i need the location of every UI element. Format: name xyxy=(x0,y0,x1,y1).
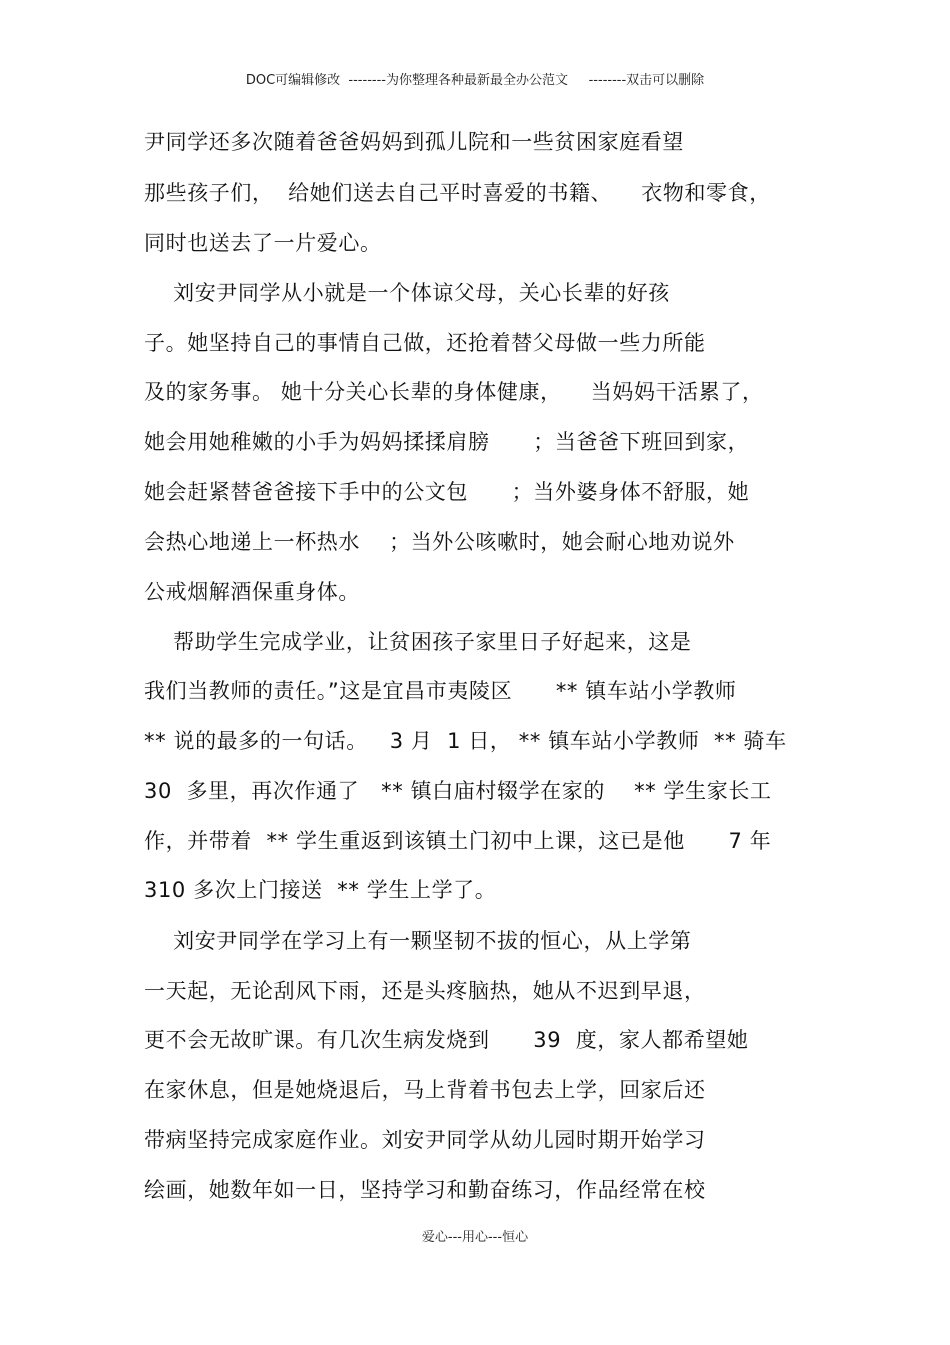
page-header: DOC可编辑修改 --------为你整理各种最新最全办公范文 --------双击可以删除 xyxy=(245,73,705,88)
text-line: 310 多次上门接送 ** 学生上学了。 xyxy=(144,878,497,902)
text-line: 作，并带着 ** 学生重返到该镇土门初中上课，这已是他 7 年 xyxy=(144,829,772,853)
text-line: 绘画，她数年如一日，坚持学习和勤奋练习，作品经常在校 xyxy=(144,1178,706,1202)
text-line: ** 说的最多的一句话。 3 月 1 日， ** 镇车站小学教师 ** 骑车 xyxy=(144,729,787,753)
text-line: 刘安尹同学从小就是一个体谅父母，关心长辈的好孩 xyxy=(144,281,670,305)
text-line: 会热心地递上一杯热水 ；当外公咳嗽时，她会耐心地劝说外 xyxy=(144,530,735,554)
text-line: 帮助学生完成学业，让贫困孩子家里日子好起来，这是 xyxy=(144,630,692,654)
text-line: 她会赶紧替爸爸接下手中的公文包 ；当外婆身体不舒服，她 xyxy=(144,480,750,504)
text-line: 尹同学还多次随着爸爸妈妈到孤儿院和一些贫困家庭看望 xyxy=(144,130,684,154)
text-line: 更不会无故旷课。有几次生病发烧到 39 度，家人都希望她 xyxy=(144,1028,749,1052)
page-footer: 爱心---用心---恒心 xyxy=(421,1230,529,1245)
text-line: 刘安尹同学在学习上有一颗坚韧不拔的恒心，从上学第 xyxy=(144,929,692,953)
text-line: 我们当教师的责任。”这是宜昌市夷陵区 ** 镇车站小学教师 xyxy=(144,679,737,703)
text-line: 那些孩子们， 给她们送去自己平时喜爱的书籍、 衣物和零食， xyxy=(144,181,771,205)
text-line: 在家休息，但是她烧退后，马上背着书包去上学，回家后还 xyxy=(144,1078,706,1102)
text-line: 公戒烟解酒保重身体。 xyxy=(144,580,360,604)
text-line: 30 多里，再次作通了 ** 镇白庙村辍学在家的 ** 学生家长工 xyxy=(144,779,772,803)
text-line: 及的家务事。 她十分关心长辈的身体健康， 当妈妈干活累了， xyxy=(144,380,764,404)
text-line: 同时也送去了一片爱心。 xyxy=(144,231,382,255)
text-line: 一天起，无论刮风下雨，还是头疼脑热，她从不迟到早退， xyxy=(144,979,706,1003)
text-line: 子。她坚持自己的事情自己做，还抢着替父母做一些力所能 xyxy=(144,331,706,355)
text-line: 她会用她稚嫩的小手为妈妈揉揉肩膀 ；当爸爸下班回到家， xyxy=(144,430,750,454)
text-line: 带病坚持完成家庭作业。刘安尹同学从幼儿园时期开始学习 xyxy=(144,1128,706,1152)
